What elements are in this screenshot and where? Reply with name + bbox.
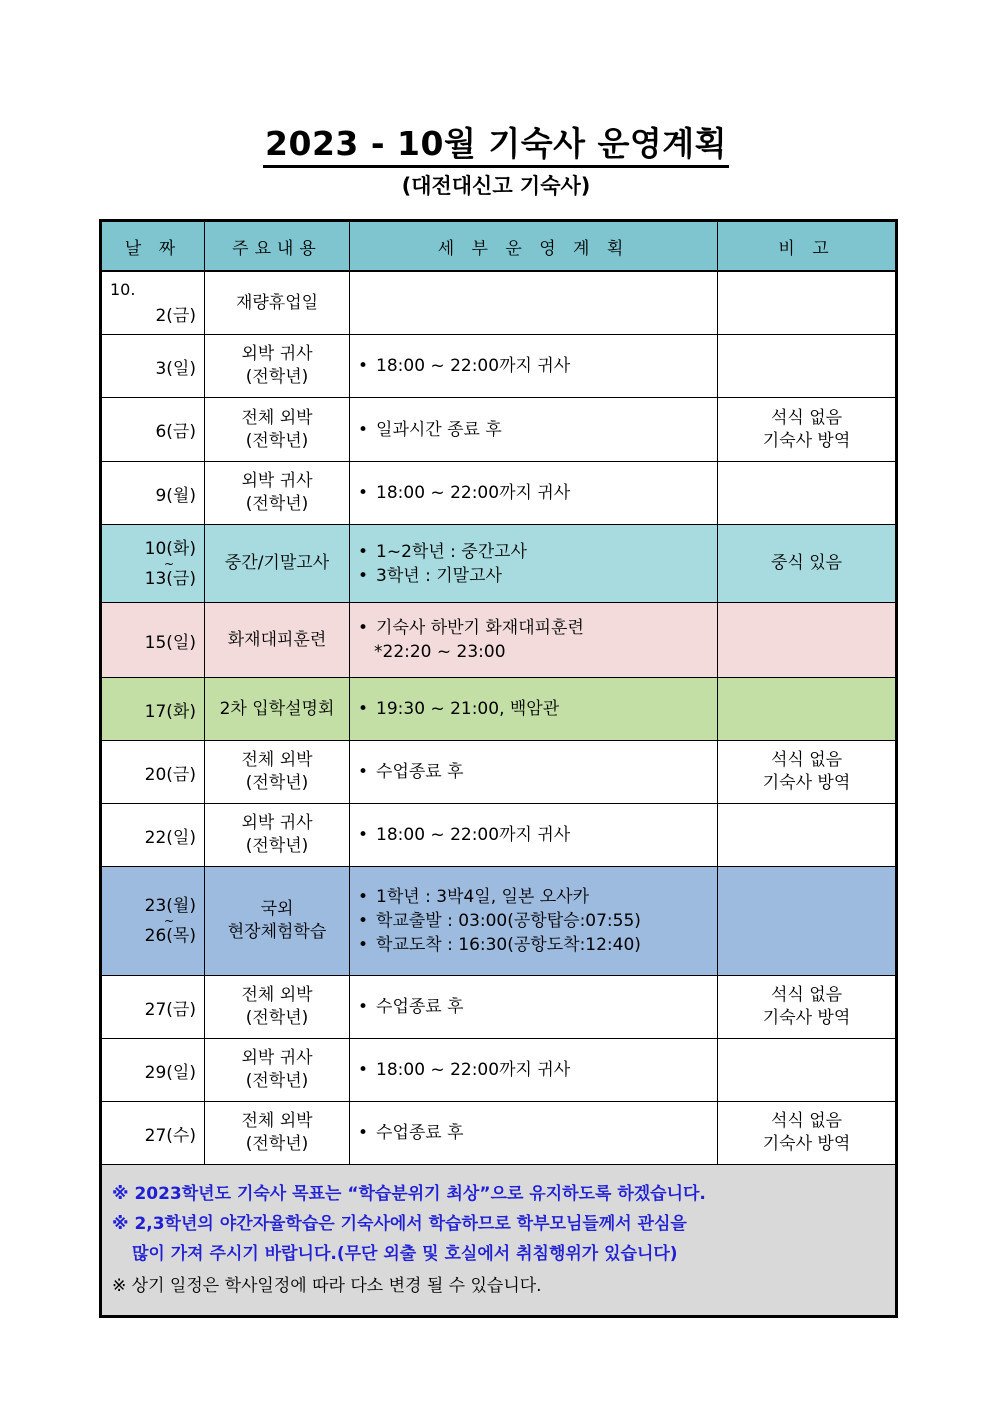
note-text: 석식 없음 <box>770 985 843 1005</box>
main-cell <box>205 867 350 976</box>
note-text: 기숙사 방역 <box>762 773 851 793</box>
footer-note-study-line1: ※ 2,3학년의 야간자율학습은 기숙사에서 학습하므로 학부모님들께서 관심을 <box>112 1214 687 1234</box>
plan-cell <box>350 804 718 867</box>
table-row <box>101 1102 897 1165</box>
main-cell <box>205 335 350 398</box>
plan-cell <box>350 398 718 462</box>
footer-notes <box>101 1165 897 1317</box>
table-row <box>101 678 897 741</box>
table-row <box>101 525 897 603</box>
note-cell <box>718 603 897 678</box>
main-text: 전체 외박 <box>241 985 313 1005</box>
table-row <box>101 741 897 804</box>
table-header-row <box>101 221 897 272</box>
plan-item: • 1학년 : 3박4일, 일본 오사카 <box>358 885 717 909</box>
main-subtext: 현장체험학습 <box>227 922 327 942</box>
plan-item: • 19:30 ~ 21:00, 백암관 <box>358 697 717 721</box>
footer-note-change: ※ 상기 일정은 학사일정에 따라 다소 변경 될 수 있습니다. <box>112 1276 542 1296</box>
main-subtext: (전학년) <box>245 773 309 793</box>
plan-cell <box>350 1039 718 1102</box>
plan-item: • 수업종료 후 <box>358 1121 717 1145</box>
main-text: 외박 귀사 <box>241 813 313 833</box>
date-start: 10(화) <box>144 538 196 559</box>
table-row <box>101 976 897 1039</box>
plan-item: • 수업종료 후 <box>358 760 717 784</box>
date-month: 10. <box>110 280 136 299</box>
date-cell: 20(금) <box>101 741 205 804</box>
date-day: 2(금) <box>155 306 196 326</box>
note-cell <box>718 867 897 976</box>
date-cell: 22(일) <box>101 804 205 867</box>
main-cell <box>205 271 350 335</box>
plan-item: • 18:00 ~ 22:00까지 귀사 <box>358 354 717 378</box>
plan-item: • 1~2학년 : 중간고사 <box>358 540 717 564</box>
main-cell <box>205 398 350 462</box>
note-cell <box>718 271 897 335</box>
note-text: 기숙사 방역 <box>762 1008 851 1028</box>
plan-cell <box>350 335 718 398</box>
note-text: 석식 없음 <box>770 407 843 428</box>
plan-item: • 18:00 ~ 22:00까지 귀사 <box>358 1058 717 1082</box>
plan-item: • 학교출발 : 03:00(공항탑승:07:55) <box>358 909 717 933</box>
main-text: 재량휴업일 <box>235 292 319 313</box>
date-cell <box>101 271 205 335</box>
date-separator: ~ <box>163 914 174 928</box>
main-cell <box>205 976 350 1039</box>
main-cell <box>205 525 350 603</box>
note-cell <box>718 398 897 462</box>
main-text: 외박 귀사 <box>241 344 313 364</box>
plan-cell <box>350 462 718 525</box>
note-cell <box>718 678 897 741</box>
document-subtitle: (대전대신고 기숙사) <box>401 174 591 198</box>
plan-subitem: *22:20 ~ 23:00 <box>374 642 506 662</box>
plan-cell <box>350 271 718 335</box>
plan-cell <box>350 525 718 603</box>
note-cell <box>718 1039 897 1102</box>
main-subtext: (전학년) <box>245 1071 309 1091</box>
date-cell <box>101 867 205 976</box>
footer-note-goal: ※ 2023학년도 기숙사 목표는 “학습분위기 최상”으로 유지하도록 하겠습니다. <box>112 1184 706 1204</box>
main-cell <box>205 804 350 867</box>
date-cell: 29(일) <box>101 1039 205 1102</box>
date-cell: 27(금) <box>101 976 205 1039</box>
document-title <box>0 118 992 165</box>
main-text: 국외 <box>260 899 294 919</box>
main-cell <box>205 462 350 525</box>
note-cell <box>718 462 897 525</box>
plan-cell <box>350 741 718 804</box>
table-row <box>101 867 897 976</box>
main-text: 2차 입학설명회 <box>219 698 335 719</box>
table-row <box>101 271 897 335</box>
date-cell: 17(화) <box>101 678 205 741</box>
note-text: 석식 없음 <box>770 1111 843 1131</box>
header-note: 비 고 <box>718 221 897 272</box>
main-subtext: (전학년) <box>245 1008 309 1028</box>
table-row <box>101 1039 897 1102</box>
title-text: 2023 - 10월 기숙사 운영계획 <box>263 124 729 168</box>
plan-cell <box>350 603 718 678</box>
main-text: 외박 귀사 <box>241 471 313 491</box>
date-cell: 9(월) <box>101 462 205 525</box>
note-cell <box>718 741 897 804</box>
date-cell: 6(금) <box>101 398 205 462</box>
date-end: 26(목) <box>144 926 196 946</box>
footer-note-study-line2: 많이 가져 주시기 바랍니다.(무단 외출 및 호실에서 취침행위가 있습니다) <box>132 1244 678 1264</box>
note-cell <box>718 976 897 1039</box>
footer-row <box>101 1165 897 1317</box>
plan-item: • 기숙사 하반기 화재대피훈련 <box>358 616 717 640</box>
header-date: 날 짜 <box>101 221 205 272</box>
table-row <box>101 804 897 867</box>
main-text: 외박 귀사 <box>241 1048 313 1068</box>
main-cell <box>205 1039 350 1102</box>
main-cell <box>205 678 350 741</box>
footer-note-study <box>112 1209 885 1269</box>
table-row <box>101 462 897 525</box>
note-cell <box>718 1102 897 1165</box>
plan-item: • 학교도착 : 16:30(공항도착:12:40) <box>358 933 717 957</box>
plan-item: • 18:00 ~ 22:00까지 귀사 <box>358 481 717 505</box>
plan-cell <box>350 976 718 1039</box>
note-cell <box>718 335 897 398</box>
note-text: 기숙사 방역 <box>762 1134 851 1154</box>
plan-cell <box>350 1102 718 1165</box>
main-text: 전체 외박 <box>241 407 313 428</box>
date-cell: 27(수) <box>101 1102 205 1165</box>
main-text: 전체 외박 <box>241 1111 313 1131</box>
date-separator: ~ <box>163 556 174 571</box>
main-cell <box>205 603 350 678</box>
main-subtext: (전학년) <box>245 430 309 451</box>
plan-item: • 18:00 ~ 22:00까지 귀사 <box>358 823 717 847</box>
main-subtext: (전학년) <box>245 494 309 514</box>
main-cell <box>205 1102 350 1165</box>
table-row <box>101 603 897 678</box>
main-subtext: (전학년) <box>245 1134 309 1154</box>
table-row <box>101 335 897 398</box>
plan-cell <box>350 867 718 976</box>
note-text: 석식 없음 <box>770 750 843 770</box>
schedule-table <box>99 219 898 1318</box>
main-text: 전체 외박 <box>241 750 313 770</box>
note-cell <box>718 804 897 867</box>
main-text: 화재대피훈련 <box>227 629 327 650</box>
date-end: 13(금) <box>144 568 196 589</box>
main-subtext: (전학년) <box>245 836 309 856</box>
plan-item: • 일과시간 종료 후 <box>358 418 717 442</box>
date-cell <box>101 525 205 603</box>
note-text: 중식 있음 <box>770 553 843 573</box>
note-cell <box>718 525 897 603</box>
header-plan: 세 부 운 영 계 획 <box>350 221 718 272</box>
note-text: 기숙사 방역 <box>762 430 851 451</box>
date-cell: 3(일) <box>101 335 205 398</box>
main-subtext: (전학년) <box>245 367 309 387</box>
plan-item: • 3학년 : 기말고사 <box>358 564 717 588</box>
date-cell: 15(일) <box>101 603 205 678</box>
header-main: 주요내용 <box>205 221 350 272</box>
plan-item: • 수업종료 후 <box>358 995 717 1019</box>
main-text: 중간/기말고사 <box>224 553 330 573</box>
date-start: 23(월) <box>144 896 196 916</box>
main-cell <box>205 741 350 804</box>
plan-cell <box>350 678 718 741</box>
table-row <box>101 398 897 462</box>
